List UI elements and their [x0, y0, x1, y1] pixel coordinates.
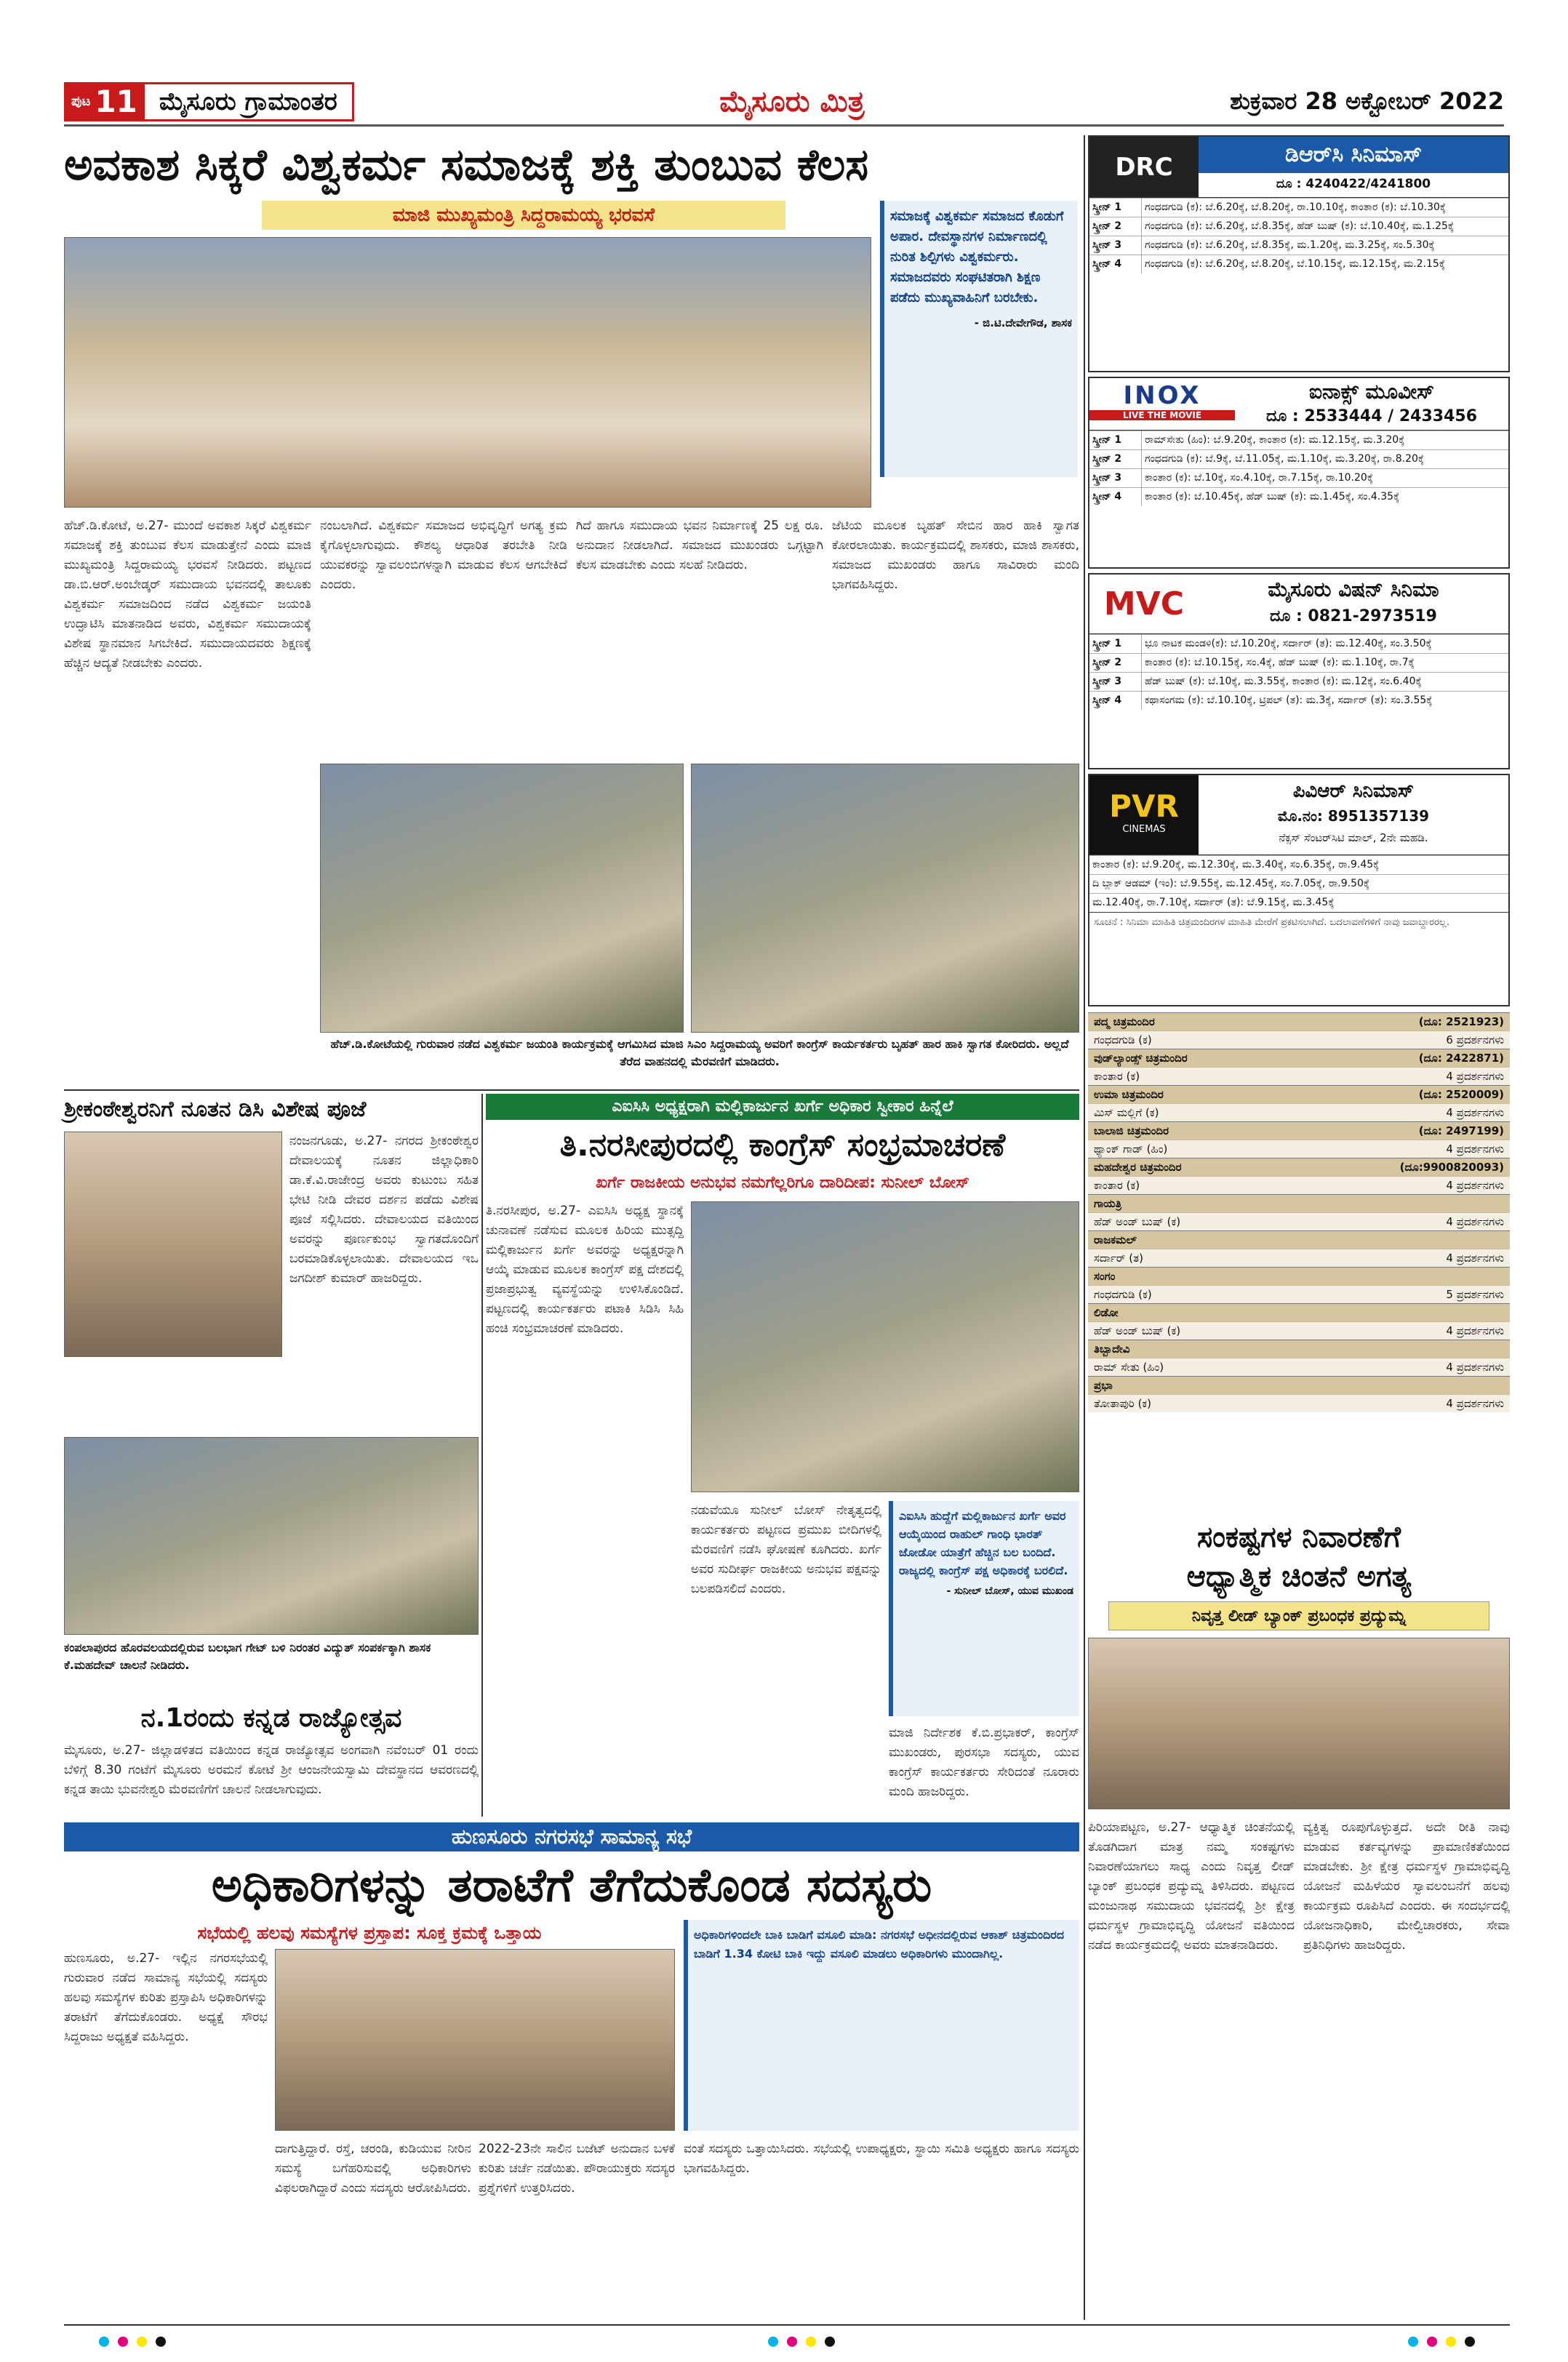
showtimes: ಹೆಡ್ ಬುಷ್ (ಕ): ಬೆ.10ಕ್ಕೆ, ಮ.3.55ಕ್ಕೆ, ಕಾಂತಾರ (ಕ): ಮ.12ಕ್ಕೆ, ಸಂ.6.40ಕ್ಕೆ — [1145, 676, 1422, 687]
page-number-box — [64, 82, 145, 121]
print-registration-dots — [1404, 2336, 1479, 2350]
section-rule — [64, 1089, 1079, 1091]
hunsur-col4: ವಂತೆ ಸದಸ್ಯರು ಒತ್ತಾಯಿಸಿದರು. ಸಭೆಯಲ್ಲಿ ಉಪಾಧ್ಯಕ್ಷರು, ಸ್ಥಾಯಿ ಸಮಿತಿ ಅಧ್ಯಕ್ಷರು ಹಾಗೂ ಸದಸ್ಯರು ಭಾಗವಹಿಸಿದ್ದರು. — [684, 2142, 1079, 2176]
movie-title: ರಾಮ್ ಸೇತು (ಹಿಂ) — [1094, 1361, 1164, 1374]
lead-quote-author: - ಜಿ.ಟಿ.ದೇವೇಗೌಡ, ಶಾಸಕ — [974, 316, 1072, 329]
congress-col1: ತಿ.ನರಸೀಪುರ, ಅ.27- ಎಐಸಿಸಿ ಅಧ್ಯಕ್ಷ ಸ್ಥಾನಕ್ಕೆ ಚುನಾವಣೆ ನಡೆಸುವ ಮೂಲಕ ಹಿರಿಯ ಮುತ್ಸದ್ದಿ ಮಲ್ಲಿಕಾರ್ಜುನ ಖರ್ಗೆ ಅವರನ್ನು ಅಧ್ಯಕ್ಷರನ್ನಾಗಿ ಆಯ್ಕೆ ಮಾಡುವ ಮೂಲಕ ಕಾಂಗ್ರೆಸ್ ಪಕ್ಷ ದೇಶದಲ್ಲಿ ಪ್ರಜಾಪ್ರಭುತ್ವ ವ್ಯವಸ್ಥೆಯನ್ನು ಉಳಿಸಿಕೊಂಡಿದೆ. ಪಟ್ಟಣದಲ್ಲಿ ಕಾರ್ಯಕರ್ತರು ಪಟಾಕಿ ಸಿಡಿಸಿ ಸಿಹಿ ಹಂಚಿ ಸಂಭ್ರಮಾಚರಣೆ ಮಾಡಿದರು. — [486, 1204, 684, 1336]
theatre-name: ಬಾಲಾಜಿ ಚಿತ್ರಮಂದಿರ — [1094, 1124, 1169, 1137]
congress-photo — [691, 1201, 1079, 1492]
showtimes: ಕಾಂತಾರ (ಕ): ಬೆ.9.20ಕ್ಕೆ, ಮ.12.30ಕ್ಕೆ, ಮ.3.40ಕ್ಕೆ, ಸಂ.6.35ಕ್ಕೆ, ರಾ.9.45ಕ್ಕೆ — [1092, 859, 1380, 870]
srikanteshwara-body: ನಂಜನಗೂಡು, ಅ.27- ನಗರದ ಶ್ರೀಕಂಠೇಶ್ವರ ದೇವಾಲಯಕ್ಕೆ ನೂತನ ಜಿಲ್ಲಾಧಿಕಾರಿ ಡಾ.ಕೆ.ವಿ.ರಾಜೇಂದ್ರ ಅವರು ಕುಟುಂಬ ಸಹಿತ ಭೇಟಿ ನೀಡಿ ದೇವರ ದರ್ಶನ ಪಡೆದು ವಿಶೇಷ ಪೂಜೆ ಸಲ್ಲಿಸಿದರು. ದೇವಾಲಯದ ವತಿಯಿಂದ ಅವರನ್ನು ಪೂರ್ಣಕುಂಭ ಸ್ವಾಗತದೊಂದಿಗೆ ಬರಮಾಡಿಕೊಳ್ಳಲಾಯಿತು. ದೇವಾಲಯದ ಇಒ ಜಗದೀಶ್ ಕುಮಾರ್ ಹಾಜರಿದ್ದರು. — [289, 1134, 479, 1286]
pvr-showtime-row — [1089, 855, 1508, 874]
theatre-show-row — [1088, 1321, 1510, 1340]
page-label: ಪುಟ — [71, 94, 91, 109]
congress-quote-author: - ಸುನೀಲ್ ಬೋಸ್, ಯುವ ಮುಖಂಡ — [946, 1585, 1073, 1597]
mvc-showtime-row — [1089, 672, 1508, 691]
show-count: 4 ಪ್ರದರ್ಶನಗಳು — [1446, 1361, 1504, 1374]
show-count: 4 ಪ್ರದರ್ಶನಗಳು — [1446, 1179, 1504, 1192]
issue-date: ಶುಕ್ರವಾರ 28 ಅಕ್ಟೋಬರ್ 2022 — [1230, 87, 1504, 115]
drc-logo: DRC — [1089, 137, 1199, 197]
mvc-showtime-row — [1089, 634, 1508, 653]
inox-logo — [1089, 378, 1235, 430]
screen-label: ಸ್ಕ್ರೀನ್ 1 — [1089, 635, 1142, 653]
section-title: ಮೈಸೂರು ಗ್ರಾಮಾಂತರ — [145, 82, 354, 121]
column-rule — [1084, 135, 1085, 2320]
inox-logo-text: INOX — [1123, 381, 1201, 410]
theatre-show-row — [1088, 1103, 1510, 1121]
mvc-logo: MVC — [1103, 585, 1185, 622]
showtimes: ದಿ ಬ್ಲಾಕ್ ಆಡಮ್ (ಇಂ): ಬೆ.9.55ಕ್ಕೆ, ಮ.12.45ಕ್ಕೆ, ಸಂ.7.05ಕ್ಕೆ, ರಾ.9.50ಕ್ಕೆ — [1092, 878, 1370, 889]
srikanteshwara-photo — [64, 1132, 282, 1357]
drc-showtime-row — [1089, 198, 1508, 217]
congress-quote-text: ಎಐಸಿಸಿ ಹುದ್ದೆಗೆ ಮಲ್ಲಿಕಾರ್ಜುನ ಖರ್ಗೆ ಅವರ ಆಯ್ಕೆಯಿಂದ ರಾಹುಲ್ ಗಾಂಧಿ ಭಾರತ್ ಜೋಡೋ ಯಾತ್ರೆಗೆ ಹೆಚ್ಚಿನ ಬಲ ಬಂದಿದೆ. ರಾಜ್ಯದಲ್ಲಿ ಕಾಂಗ್ರೆಸ್ ಪಕ್ಷ ಅಧಿಕಾರಕ್ಕೆ ಬರಲಿದೆ. — [899, 1509, 1068, 1577]
theatre-name: ತಿಬ್ಬಾದೇವಿ — [1094, 1342, 1130, 1356]
pvr-showtime-row — [1089, 874, 1508, 893]
hunsur-col1: ಹುಣಸೂರು, ಅ.27- ಇಲ್ಲಿನ ನಗರಸಭೆಯಲ್ಲಿ ಗುರುವಾರ ನಡೆದ ಸಾಮಾನ್ಯ ಸಭೆಯಲ್ಲಿ ಸದಸ್ಯರು ಹಲವು ಸಮಸ್ಯೆಗಳ ಕುರಿತು ಪ್ರಸ್ತಾಪಿಸಿ ಅಧಿಕಾರಿಗಳನ್ನು ತರಾಟೆಗೆ ತೆಗೆದುಕೊಂಡರು. ಅಧ್ಯಕ್ಷೆ ಸೌರಭ ಸಿದ್ದರಾಜು ಅಧ್ಯಕ್ಷತೆ ವಹಿಸಿದ್ದರು. — [64, 1951, 268, 2044]
screen-label: ಸ್ಕ್ರೀನ್ 2 — [1089, 217, 1142, 236]
lead-main-photo — [64, 237, 871, 508]
theatre-name: ಪ್ರಭಾ — [1094, 1379, 1113, 1392]
screen-label: ಸ್ಕ್ರೀನ್ 2 — [1089, 450, 1142, 468]
lead-photo-caption: ಹೆಚ್.ಡಿ.ಕೋಟೆಯಲ್ಲಿ ಗುರುವಾರ ನಡೆದ ವಿಶ್ವಕರ್ಮ ಜಯಂತಿ ಕಾರ್ಯಕ್ರಮಕ್ಕೆ ಆಗಮಿಸಿದ ಮಾಜಿ ಸಿಎಂ ಸಿದ್ದರಾಮಯ್ಯ ಅವರಿಗೆ ಕಾಂಗ್ರೆಸ್ ಕಾರ್ಯಕರ್ತರು ಬೃಹತ್ ಹಾರ ಹಾಕಿ ಸ್ವಾಗತ ಕೋರಿದರು. ಅಲ್ಲದೆ ತೆರೆದ ವಾಹನದಲ್ಲಿ ಮೆರವಣಿಗೆ ಮಾಡಿದರು. — [330, 1037, 1069, 1068]
sankashta-headline-1: ಸಂಕಷ್ಟಗಳ ನಿವಾರಣೆಗೆ — [1197, 1521, 1401, 1554]
mvc-name: ಮೈಸೂರು ವಿಷನ್ ಸಿನಿಮಾ — [1268, 577, 1439, 601]
movie-title: ಸರ್ದಾರ್ (ತ) — [1094, 1252, 1143, 1265]
screen-label: ಸ್ಕ್ರೀನ್ 1 — [1089, 199, 1142, 217]
show-count: 6 ಪ್ರದರ್ಶನಗಳು — [1446, 1033, 1504, 1046]
hunsur-headline: ಅಧಿಕಾರಿಗಳನ್ನು ತರಾಟೆಗೆ ತೆಗೆದುಕೊಂಡ ಸದಸ್ಯರು — [211, 1859, 932, 1913]
mvc-phone: ದೂ : 0821-2973519 — [1270, 607, 1437, 625]
congress-headline: ತಿ.ನರಸೀಪುರದಲ್ಲಿ ಕಾಂಗ್ರೆಸ್ ಸಂಭ್ರಮಾಚರಣೆ — [559, 1126, 1006, 1164]
hunsur-col3: 2022-23ನೇ ಸಾಲಿನ ಬಜೆಟ್ ಅನುದಾನ ಬಳಕೆ ಕುರಿತು ಚರ್ಚೆ ನಡೆಯಿತು. ಪೌರಾಯುಕ್ತರು ಸದಸ್ಯರ ಪ್ರಶ್ನೆಗಳಿಗೆ ಉತ್ತರಿಸಿದರು. — [479, 2142, 675, 2195]
drc-showtime-row — [1089, 217, 1508, 236]
movie-title: ಥ್ಯಾಂಕ್ ಗಾಡ್ (ಹಿಂ) — [1094, 1142, 1168, 1156]
theatre-name: ಮಹದೇಶ್ವರ ಚಿತ್ರಮಂದಿರ — [1094, 1161, 1182, 1174]
show-count: 5 ಪ್ರದರ್ಶನಗಳು — [1446, 1288, 1504, 1301]
theatre-phone: (ದೂ: 2497199) — [1418, 1124, 1504, 1137]
rajyotsava-caption: ಕಂಪಲಾಪುರದ ಹೊರವಲಯದಲ್ಲಿರುವ ಬಲಭಾಗ ಗೇಟ್ ಬಳಿ ನಿರಂತರ ವಿದ್ಯುತ್ ಸಂಪರ್ಕಕ್ಕಾಗಿ ಶಾಸಕ ಕೆ.ಮಹದೇವ್ ಚಾಲನೆ ನೀಡಿದರು. — [64, 1641, 431, 1672]
showtimes: ಗಂಧದಗುಡಿ (ಕ): ಬೆ.6.20ಕ್ಕೆ, ಬೆ.8.20ಕ್ಕೆ, ರಾ.10.10ಕ್ಕೆ, ಕಾಂತಾರ (ಕ): ಬೆ.10.30ಕ್ಕೆ — [1145, 201, 1447, 213]
movie-title: ಗಂಧದಗುಡಿ (ಕ) — [1094, 1288, 1152, 1301]
drc-phone: ದೂ : 4240422/4241800 — [1276, 177, 1431, 191]
print-registration-dots — [764, 2336, 839, 2350]
rajyotsava-headline: ನ.1ರಂದು ಕನ್ನಡ ರಾಜ್ಯೋತ್ಸವ — [140, 1703, 402, 1733]
showtimes: ಕಾಂತಾರ (ಕ): ಬೆ.10.45ಕ್ಕೆ, ಹೆಡ್ ಬುಷ್ (ಕ): ಮ.1.45ಕ್ಕೆ, ಸಂ.4.35ಕ್ಕೆ — [1145, 491, 1400, 503]
srikanteshwara-headline: ಶ್ರೀಕಂಠೇಶ್ವರನಿಗೆ ನೂತನ ಡಿಸಿ ವಿಶೇಷ ಪೂಜೆ — [64, 1097, 367, 1122]
rajyotsava-body: ಮೈಸೂರು, ಅ.27- ಜಿಲ್ಲಾಡಳಿತದ ವತಿಯಿಂದ ಕನ್ನಡ ರಾಜ್ಯೋತ್ಸವ ಅಂಗವಾಗಿ ನವೆಂಬರ್ 01 ರಂದು ಬೆಳಿಗ್ಗೆ 8.30 ಗಂಟೆಗೆ ಮೈಸೂರು ಅರಮನೆ ಕೋಟೆ ಶ್ರೀ ಆಂಜನೇಯಸ್ವಾಮಿ ದೇವಸ್ಥಾನದ ಆವರಣದಲ್ಲಿ ಕನ್ನಡ ತಾಯಿ ಭುವನೇಶ್ವರಿ ಮೆರವಣಿಗೆಗೆ ಚಾಲನೆ ನೀಡಲಾಗುವುದು. — [64, 1743, 479, 1797]
lead-headline: ಅವಕಾಶ ಸಿಕ್ಕರೆ ವಿಶ್ವಕರ್ಮ ಸಮಾಜಕ್ಕೆ ಶಕ್ತಿ ತುಂಬುವ ಕೆಲಸ — [64, 140, 869, 191]
theatre-name-row — [1088, 1340, 1510, 1358]
inox-showtime-row — [1089, 468, 1508, 487]
pvr-phone: ಮೊ.ನಂ: 8951357139 — [1277, 807, 1430, 825]
inox-showtime-row — [1089, 449, 1508, 468]
movie-title: ಮಿಸ್ ಮಲ್ಲಿಗೆ (ಕ) — [1094, 1106, 1159, 1119]
lead-quote-text: ಸಮಾಜಕ್ಕೆ ವಿಶ್ವಕರ್ಮ ಸಮಾಜದ ಕೊಡುಗೆ ಅಪಾರ. ದೇವಸ್ಥಾನಗಳ ನಿರ್ಮಾಣದಲ್ಲಿ ನುರಿತ ಶಿಲ್ಪಿಗಳು ವಿಶ್ವಕರ್ಮರು. ಸಮಾಜದವರು ಸಂಘಟಿತರಾಗಿ ಶಿಕ್ಷಣ ಪಡೆದು ಮುಖ್ಯವಾಹಿನಿಗೆ ಬರಬೇಕು. — [890, 209, 1064, 305]
show-count: 4 ಪ್ರದರ್ಶನಗಳು — [1446, 1142, 1504, 1156]
show-count: 4 ಪ್ರದರ್ಶನಗಳು — [1446, 1252, 1504, 1265]
showtimes: ಕಾಂತಾರ (ಕ): ಬೆ.10.15ಕ್ಕೆ, ಸಂ.4ಕ್ಕೆ, ಹೆಡ್ ಬುಷ್ (ಕ): ಮ.1.10ಕ್ಕೆ, ರಾ.7ಕ್ಕೆ — [1145, 657, 1415, 668]
screen-label: ಸ್ಕ್ರೀನ್ 4 — [1089, 692, 1142, 710]
showtimes: ಕಾಂತಾರ (ಕ): ಬೆ.10ಕ್ಕೆ, ಸಂ.4.10ಕ್ಕೆ, ರಾ.7.15ಕ್ಕೆ, ರಾ.10.20ಕ್ಕೆ — [1145, 472, 1374, 484]
theatre-name-row — [1088, 1230, 1510, 1249]
screen-label: ಸ್ಕ್ರೀನ್ 1 — [1089, 431, 1142, 449]
movie-title: ಹೆಡ್ ಅಂಡ್ ಬುಷ್ (ಕ) — [1094, 1215, 1181, 1228]
drc-showtime-row — [1089, 236, 1508, 255]
inox-phone: ದೂ : 2533444 / 2433456 — [1265, 407, 1478, 425]
mvc-cinema-box — [1088, 573, 1510, 769]
lead-subhead: ಮಾಜಿ ಮುಖ್ಯಮಂತ್ರಿ ಸಿದ್ದರಾಮಯ್ಯ ಭರವಸೆ — [262, 201, 785, 230]
theatre-name-row — [1088, 1194, 1510, 1212]
showtimes: ಕಥಾಸಂಗಮ (ಕ): ಬೆ.10.10ಕ್ಕೆ, ಟ್ರಿಪಲ್ (ತ): ಮ.3ಕ್ಕೆ, ಸರ್ದಾರ್ (ತ): ಸಂ.3.55ಕ್ಕೆ — [1145, 694, 1433, 706]
theatre-show-row — [1088, 1249, 1510, 1267]
congress-subhead: ಖರ್ಗೆ ರಾಜಕೀಯ ಅನುಭವ ನಮಗೆಲ್ಲರಿಗೂ ದಾರಿದೀಪ: ಸುನೀಲ್ ಬೋಸ್ — [596, 1174, 969, 1192]
movie-title: ಕಾಂತಾರ (ಕ) — [1094, 1179, 1140, 1192]
drc-cinema-box — [1088, 135, 1510, 372]
lead-col1: ಹೆಚ್.ಡಿ.ಕೋಟೆ, ಅ.27- ಮುಂದೆ ಅವಕಾಶ ಸಿಕ್ಕರೆ ವಿಶ್ವಕರ್ಮ ಸಮಾಜಕ್ಕೆ ಶಕ್ತಿ ತುಂಬುವ ಕೆಲಸ ಮಾಡುತ್ತೇನೆ ಎಂದು ಮಾಜಿ ಮುಖ್ಯಮಂತ್ರಿ ಸಿದ್ದರಾಮಯ್ಯ ಭರವಸೆ ನೀಡಿದರು. ಪಟ್ಟಣದ ಡಾ.ಬಿ.ಆರ್.ಅಂಬೇಡ್ಕರ್ ಸಮುದಾಯ ಭವನದಲ್ಲಿ ತಾಲೂಕು ವಿಶ್ವಕರ್ಮ ಸಮಾಜದಿಂದ ನಡೆದ ವಿಶ್ವಕರ್ಮ ಜಯಂತಿ ಉದ್ಘಾಟಿಸಿ ಮಾತನಾಡಿದ ಅವರು, ವಿಶ್ವಕರ್ಮ ಸಮುದಾಯಕ್ಕೆ ವಿಶೇಷ ಸ್ಥಾನಮಾನ ಸಿಗಬೇಕಿದೆ. ಸಮುದಾಯದವರು ಶಿಕ್ಷಣಕ್ಕೆ ಹೆಚ್ಚಿನ ಆದ್ಯತೆ ನೀಡಬೇಕು ಎಂದರು. — [64, 519, 311, 670]
mvc-showtime-row — [1089, 653, 1508, 672]
theatre-show-row — [1088, 1285, 1510, 1303]
theatre-name-row — [1088, 1267, 1510, 1285]
inox-showtime-row — [1089, 431, 1508, 449]
page-number: 11 — [95, 84, 137, 119]
theatre-show-row — [1088, 1030, 1510, 1049]
inox-tagline: LIVE THE MOVIE — [1089, 410, 1235, 420]
screen-label: ಸ್ಕ್ರೀನ್ 3 — [1089, 673, 1142, 691]
congress-col3: ಮಾಜಿ ನಿರ್ದೇಶಕ ಕೆ.ಬಿ.ಪ್ರಭಾಕರ್, ಕಾಂಗ್ರೆಸ್ ಮುಖಂಡರು, ಪುರಸಭಾ ಸದಸ್ಯರು, ಯುವ ಕಾಂಗ್ರೆಸ್ ಕಾರ್ಯಕರ್ತರು ಸೇರಿದಂತೆ ನೂರಾರು ಮಂದಿ ಹಾಜರಿದ್ದರು. — [889, 1726, 1079, 1799]
screen-label: ಸ್ಕ್ರೀನ್ 4 — [1089, 488, 1142, 506]
theatre-show-row — [1088, 1358, 1510, 1376]
hunsur-subhead: ಸಭೆಯಲ್ಲಿ ಹಲವು ಸಮಸ್ಯೆಗಳ ಪ್ರಸ್ತಾಪ: ಸೂಕ್ತ ಕ್ರಮಕ್ಕೆ ಒತ್ತಾಯ — [197, 1923, 542, 1943]
inox-showtime-row — [1089, 487, 1508, 506]
theatre-name: ಗಾಯತ್ರಿ — [1094, 1197, 1122, 1210]
pvr-logo — [1089, 775, 1199, 854]
hunsur-quote: ಅಧಿಕಾರಿಗಳಿಂದಲೇ ಬಾಕಿ ಬಾಡಿಗೆ ವಸೂಲಿ ಮಾಡಿ: ನಗರಸಭೆ ಅಧೀನದಲ್ಲಿರುವ ಆಕಾಶ್ ಚಿತ್ರಮಂದಿರದ ಬಾಡಿಗೆ 1.34 ಕೋಟಿ ಬಾಕಿ ಇದ್ದು ವಸೂಲಿ ಮಾಡಲು ಅಧಿಕಾರಿಗಳು ಮುಂದಾಗಿಲ್ಲ. — [684, 1920, 1079, 2131]
lead-col4: ಜೆಟಿಯ ಮೂಲಕ ಬೃಹತ್ ಸೇಬಿನ ಹಾರ ಹಾಕಿ ಸ್ವಾಗತ ಕೋರಲಾಯಿತು. ಕಾರ್ಯಕ್ರಮದಲ್ಲಿ ಶಾಸಕರು, ಮಾಜಿ ಶಾಸಕರು, ಸಮಾಜದ ಮುಖಂಡರು ಹಾಗೂ ಸಾವಿರಾರು ಮಂದಿ ಭಾಗವಹಿಸಿದ್ದರು. — [832, 519, 1079, 592]
theatre-show-row — [1088, 1140, 1510, 1158]
show-count: 4 ಪ್ರದರ್ಶನಗಳು — [1446, 1106, 1504, 1119]
masthead: ಮೈಸೂರು ಮಿತ್ರ — [719, 84, 865, 119]
screen-label: ಸ್ಕ್ರೀನ್ 4 — [1089, 255, 1142, 273]
drc-showtime-row — [1089, 255, 1508, 273]
theatre-phone: (ದೂ: 2521923) — [1418, 1015, 1504, 1028]
showtimes: ಮ.12.40ಕ್ಕೆ, ರಾ.7.10ಕ್ಕೆ, ಸರ್ದಾರ್ (ತ): ಬೆ.9.15ಕ್ಕೆ, ಮ.3.45ಕ್ಕೆ — [1092, 897, 1335, 908]
mvc-showtime-row — [1089, 691, 1508, 710]
theatre-name-row — [1088, 1085, 1510, 1103]
pvr-cinema-box — [1088, 774, 1510, 1006]
hunsur-photo — [275, 1949, 675, 2131]
theatre-name-row — [1088, 1049, 1510, 1067]
cinema-note: ಸೂಚನೆ : ಸಿನಿಮಾ ಮಾಹಿತಿ ಚಿತ್ರಮಂದಿರಗಳ ಮಾಹಿತಿ ಮೇರೆಗೆ ಪ್ರಕಟಿಸಲಾಗಿದೆ. ಬದಲಾವಣೆಗಳಿಗೆ ನಾವು ಜವಾಬ್ದಾರರಲ್ಲ. — [1089, 912, 1508, 933]
theatre-name-row — [1088, 1121, 1510, 1140]
showtimes: ರಾಮ್‌ಸೇತು (ಹಿಂ): ಬೆ.9.20ಕ್ಕೆ, ಕಾಂತಾರ (ಕ): ಮ.12.15ಕ್ಕೆ, ಮ.3.20ಕ್ಕೆ — [1145, 434, 1405, 446]
lead-col2: ನಂಬಲಾಗಿದೆ. ವಿಶ್ವಕರ್ಮ ಸಮಾಜದ ಅಭಿವೃದ್ಧಿಗೆ ಅಗತ್ಯ ಕ್ರಮ ಕೈಗೊಳ್ಳಲಾಗುವುದು. ಕೌಶಲ್ಯ ಆಧಾರಿತ ತರಬೇತಿ ನೀಡಿ ಯುವಕರನ್ನು ಸ್ವಾವಲಂಬಿಗಳನ್ನಾಗಿ ಮಾಡುವ ಕೆಲಸ ಆಗಬೇಕಿದೆ ಎಂದರು. — [320, 519, 567, 592]
show-count: 4 ಪ್ರದರ್ಶನಗಳು — [1446, 1215, 1504, 1228]
screen-label: ಸ್ಕ್ರೀನ್ 3 — [1089, 236, 1142, 255]
theatre-name: ಉಮಾ ಚಿತ್ರಮಂದಿರ — [1094, 1088, 1164, 1101]
theatre-show-row — [1088, 1212, 1510, 1230]
theatre-show-row — [1088, 1067, 1510, 1085]
sankashta-headline-2: ಆಧ್ಯಾತ್ಮಿಕ ಚಿಂತನೆ ಅಗತ್ಯ — [1186, 1560, 1412, 1593]
showtimes: ಭೂ ನಾಟಕ ಮಂಡಳಿ(ಕ): ಬೆ.10.20ಕ್ಕೆ, ಸರ್ದಾರ್ (ತ): ಮ.12.40ಕ್ಕೆ, ಸಂ.3.50ಕ್ಕೆ — [1145, 638, 1432, 649]
hunsur-banner: ಹುಣಸೂರು ನಗರಸಭೆ ಸಾಮಾನ್ಯ ಸಭೆ — [64, 1822, 1079, 1851]
rajyotsava-photo — [64, 1437, 479, 1635]
lead-col3: ಗಿದೆ ಹಾಗೂ ಸಮುದಾಯ ಭವನ ನಿರ್ಮಾಣಕ್ಕೆ 25 ಲಕ್ಷ ರೂ. ಅನುದಾನ ನೀಡಲಾಗಿದೆ. ಸಮಾಜದ ಮುಖಂಡರು ಒಗ್ಗಟ್ಟಾಗಿ ಕೆಲಸ ಮಾಡಬೇಕು ಎಂದು ಸಲಹೆ ನೀಡಿದರು. — [576, 519, 823, 572]
pvr-logo-text: PVR — [1109, 788, 1179, 824]
theatre-name-row — [1088, 1303, 1510, 1321]
inox-name: ಐನಾಕ್ಸ್ ಮೂವೀಸ್ — [1308, 380, 1435, 404]
sankashta-photo — [1088, 1638, 1510, 1809]
theatre-show-row — [1088, 1394, 1510, 1412]
pvr-showtime-row — [1089, 893, 1508, 912]
pvr-name: ಪಿವಿಆರ್ ಸಿನಿಮಾಸ್ — [1292, 780, 1415, 802]
theatre-name: ಪದ್ಮ ಚಿತ್ರಮಂದಿರ — [1094, 1015, 1155, 1028]
showtimes: ಗಂಧದಗುಡಿ (ಕ): ಬೆ.6.20ಕ್ಕೆ, ಬೆ.8.20ಕ್ಕೆ, ಬೆ.10.15ಕ್ಕೆ, ಮ.12.15ಕ್ಕೆ, ಮ.2.15ಕ್ಕೆ — [1145, 258, 1446, 270]
theatre-phone: (ದೂ: 2520009) — [1418, 1088, 1504, 1101]
show-count: 4 ಪ್ರದರ್ಶನಗಳು — [1446, 1397, 1504, 1410]
inox-cinema-box — [1088, 377, 1510, 569]
hunsur-col2: ದಾಗುತ್ತಿದ್ದಾರೆ. ರಸ್ತೆ, ಚರಂಡಿ, ಕುಡಿಯುವ ನೀರಿನ ಸಮಸ್ಯೆ ಬಗೆಹರಿಸುವಲ್ಲಿ ಅಧಿಕಾರಿಗಳು ವಿಫಲರಾಗಿದ್ದಾರೆ ಎಂದು ಸದಸ್ಯರು ಆರೋಪಿಸಿದರು. — [275, 2142, 471, 2195]
showtimes: ಗಂಧದಗುಡಿ (ಕ): ಬೆ.6.20ಕ್ಕೆ, ಬೆ.8.35ಕ್ಕೆ, ಹೆಡ್ ಬುಷ್ (ಕ): ಬೆ.10.40ಕ್ಕೆ, ಮ.1.25ಕ್ಕೆ — [1145, 220, 1455, 232]
theatre-show-row — [1088, 1176, 1510, 1194]
theatre-name-row — [1088, 1012, 1510, 1030]
drc-name: ಡಿಆರ್‌ಸಿ ಸಿನಿಮಾಸ್ — [1199, 137, 1508, 173]
congress-kicker: ಎಐಸಿಸಿ ಅಧ್ಯಕ್ಷರಾಗಿ ಮಲ್ಲಿಕಾರ್ಜುನ ಖರ್ಗೆ ಅಧಿಕಾರ ಸ್ವೀಕಾರ ಹಿನ್ನೆಲೆ — [486, 1094, 1079, 1120]
theatre-name: ಸಂಗಂ — [1094, 1270, 1116, 1283]
screen-label: ಸ್ಕ್ರೀನ್ 3 — [1089, 469, 1142, 487]
showtimes: ಗಂಧದಗುಡಿ (ಕ): ಬೆ.6.20ಕ್ಕೆ, ಬೆ.8.35ಕ್ಕೆ, ಮ.1.20ಕ್ಕೆ, ಮ.3.25ಕ್ಕೆ, ಸಂ.5.30ಕ್ಕೆ — [1145, 239, 1435, 251]
theatre-name-row — [1088, 1376, 1510, 1394]
footer-rule — [64, 2324, 1510, 2326]
movie-title: ತೋತಾಪುರಿ (ಕ) — [1094, 1397, 1152, 1410]
print-registration-dots — [95, 2336, 170, 2350]
show-count: 4 ಪ್ರದರ್ಶನಗಳು — [1446, 1070, 1504, 1083]
lead-photo-garland — [320, 764, 684, 1033]
sankashta-subhead: ನಿವೃತ್ತ ಲೀಡ್ ಬ್ಯಾಂಕ್ ಪ್ರಬಂಧಕ ಪ್ರದ್ಯುಮ್ನ — [1108, 1601, 1489, 1630]
theatre-phone: (ದೂ: 2422871) — [1418, 1052, 1504, 1065]
theatre-name: ಲಿಡೋ — [1094, 1306, 1119, 1319]
theatre-phone: (ದೂ:9900820093) — [1399, 1161, 1504, 1174]
theatre-name: ವುಡ್‌ಲ್ಯಾಂಡ್ಸ್ ಚಿತ್ರಮಂದಿರ — [1094, 1052, 1188, 1065]
pvr-tagline: CINEMAS — [1122, 824, 1166, 835]
lead-quote — [880, 201, 1078, 477]
movie-title: ಗಂಧದಗುಡಿ (ಕ) — [1094, 1033, 1152, 1046]
pvr-address: ನೆಕ್ಸಸ್ ಸೆಂಟರ್‌ಸಿಟಿ ಮಾಲ್, 2ನೇ ಮಹಡಿ. — [1279, 831, 1428, 844]
page-header — [64, 79, 1504, 127]
screen-label: ಸ್ಕ್ರೀನ್ 2 — [1089, 654, 1142, 672]
congress-quote — [889, 1501, 1079, 1716]
lead-photo-procession — [691, 764, 1079, 1033]
congress-col2: ನಡುವೆಯೂ ಸುನೀಲ್ ಬೋಸ್ ನೇತೃತ್ವದಲ್ಲಿ ಕಾರ್ಯಕರ್ತರು ಪಟ್ಟಣದ ಪ್ರಮುಖ ಬೀದಿಗಳಲ್ಲಿ ಮೆರವಣಿಗೆ ನಡೆಸಿ ಘೋಷಣೆ ಕೂಗಿದರು. ಖರ್ಗೆ ಅವರ ಸುದೀರ್ಘ ರಾಜಕೀಯ ಅನುಭವ ಪಕ್ಷವನ್ನು ಬಲಪಡಿಸಲಿದೆ ಎಂದರು. — [691, 1503, 881, 1596]
sankashta-col1: ಪಿರಿಯಾಪಟ್ಟಣ, ಅ.27- ಆಧ್ಯಾತ್ಮಿಕ ಚಿಂತನೆಯಲ್ಲಿ ತೊಡಗಿದಾಗ ಮಾತ್ರ ನಮ್ಮ ಸಂಕಷ್ಟಗಳು ನಿವಾರಣೆಯಾಗಲು ಸಾಧ್ಯ ಎಂದು ನಿವೃತ್ತ ಲೀಡ್ ಬ್ಯಾಂಕ್ ಪ್ರಬಂಧಕ ಪ್ರದ್ಯುಮ್ನ ತಿಳಿಸಿದರು. ಪಟ್ಟಣದ ಮಂಜುನಾಥ ಸಮುದಾಯ ಭವನದಲ್ಲಿ ಶ್ರೀ ಕ್ಷೇತ್ರ ಧರ್ಮಸ್ಥಳ ಗ್ರಾಮಾಭಿವೃದ್ಧಿ ಯೋಜನೆ ವತಿಯಿಂದ ನಡೆದ ಕಾರ್ಯಕ್ರಮದಲ್ಲಿ ಅವರು ಮಾತನಾಡಿದರು. — [1088, 1820, 1295, 1953]
theatre-name: ರಾಜಕಮಲ್ — [1094, 1233, 1137, 1246]
column-rule — [481, 1094, 483, 1817]
show-count: 4 ಪ್ರದರ್ಶನಗಳು — [1446, 1324, 1504, 1337]
movie-title: ಕಾಂತಾರ (ಕ) — [1094, 1070, 1140, 1083]
showtimes: ಗಂಧದಗುಡಿ (ಕ): ಬೆ.9ಕ್ಕೆ, ಬೆ.11.05ಕ್ಕೆ, ಮ.1.10ಕ್ಕೆ, ಮ.3.20ಕ್ಕೆ, ರಾ.8.20ಕ್ಕೆ — [1145, 453, 1425, 465]
theatre-name-row — [1088, 1158, 1510, 1176]
movie-title: ಹೆಡ್ ಅಂಡ್ ಬುಷ್ (ಕ) — [1094, 1324, 1181, 1337]
theatre-list — [1088, 1012, 1510, 1412]
sankashta-col2: ವ್ಯಕ್ತಿತ್ವ ರೂಪುಗೊಳ್ಳುತ್ತದೆ. ಅದೇ ರೀತಿ ನಾವು ಮಾಡುವ ಕರ್ತವ್ಯಗಳನ್ನು ಪ್ರಾಮಾಣಿಕತೆಯಿಂದ ಮಾಡಬೇಕು. ಶ್ರೀ ಕ್ಷೇತ್ರ ಧರ್ಮಸ್ಥಳ ಗ್ರಾಮಾಭಿವೃದ್ಧಿ ಯೋಜನೆ ಮಹಿಳೆಯರ ಸ್ವಾವಲಂಬನೆಗೆ ಹಲವು ಕಾರ್ಯಕ್ರಮ ರೂಪಿಸಿದೆ ಎಂದರು. ಈ ಸಂದರ್ಭದಲ್ಲಿ ಯೋಜನಾಧಿಕಾರಿ, ಮೇಲ್ವಿಚಾರಕರು, ಸೇವಾ ಪ್ರತಿನಿಧಿಗಳು ಹಾಜರಿದ್ದರು. — [1303, 1820, 1510, 1953]
